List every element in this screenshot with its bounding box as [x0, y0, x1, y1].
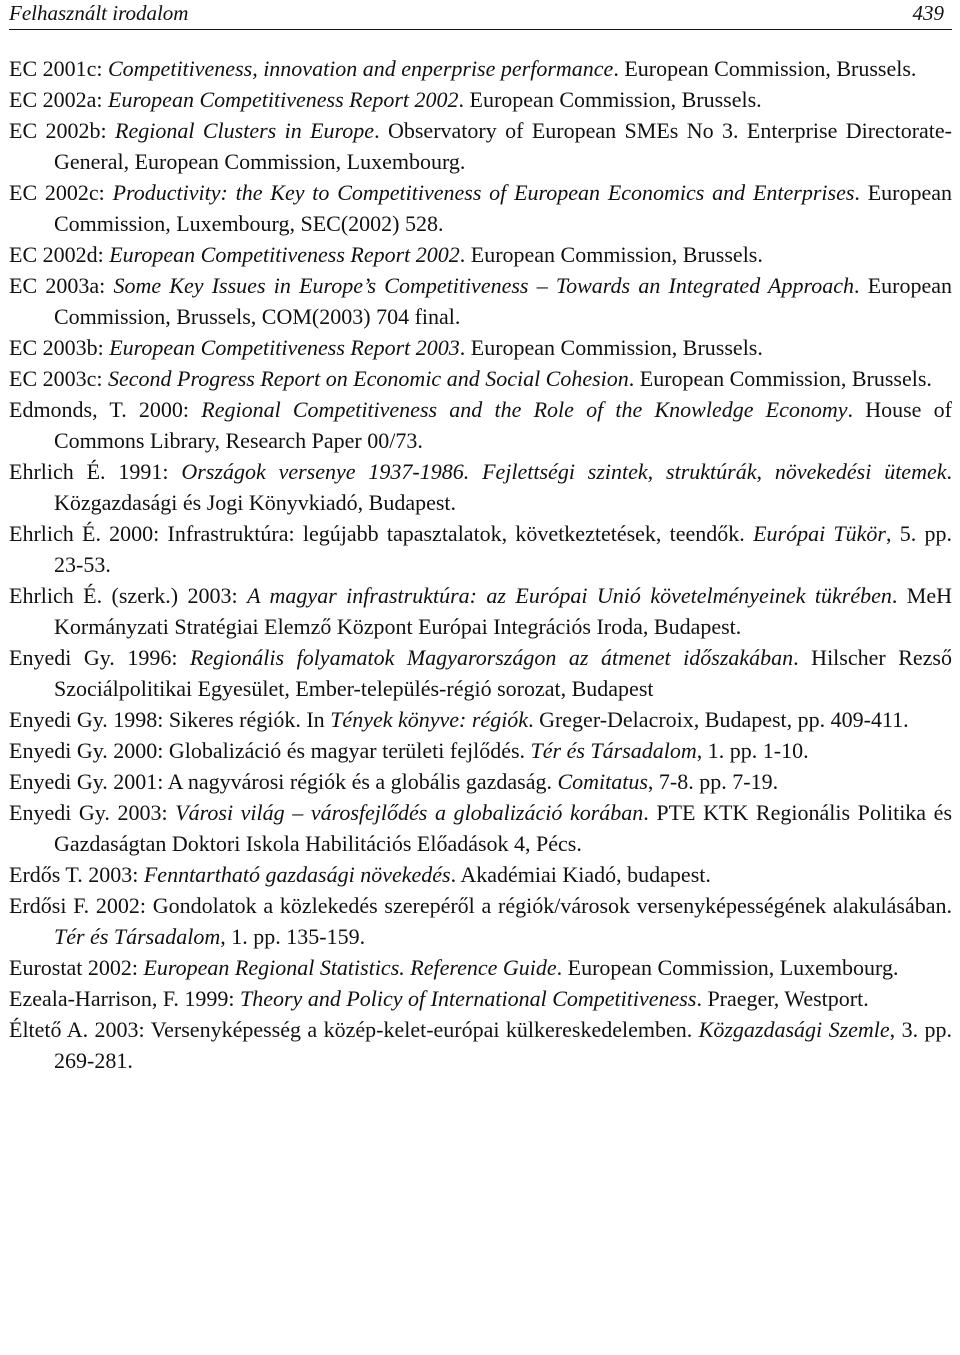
running-header — [9, 0, 952, 30]
reference-item: Eurostat 2002: European Regional Statistics. Reference Guide. European Commission, Luxembourg. — [9, 955, 899, 980]
reference-item: Enyedi Gy. 1998: Sikeres régiók. In Tények könyve: régiók. Greger-Delacroix, Budapest, pp. 409-411. — [9, 707, 909, 732]
reference-item: EC 2003a: Some Key Issues in Europe’s Competitiveness – Towards an Integrated Approach. European Commission, Brussels, COM(2003) 704 final. — [9, 273, 952, 329]
reference-item: Enyedi Gy. 2003: Városi világ – városfejlődés a globalizáció korában. PTE KTK Regionális Politika és Gazdaságtan Doktori Iskola Habilitációs Előadások 4, Pécs. — [9, 800, 953, 856]
reference-item: Enyedi Gy. 2000: Globalizáció és magyar területi fejlődés. Tér és Társadalom, 1. pp. 1-10. — [9, 738, 809, 763]
reference-item: EC 2002c: Productivity: the Key to Competitiveness of European Economics and Enterprises. European Commission, Luxembourg, SEC(2002) 528. — [9, 180, 952, 236]
section-title: Felhasznált irodalom — [9, 1, 189, 25]
reference-item: EC 2003c: Second Progress Report on Economic and Social Cohesion. European Commission, Brussels. — [9, 366, 932, 391]
reference-item: Ehrlich É. 1991: Országok versenye 1937-1986. Fejlettségi szintek, struktúrák, növekedési ütemek. Közgazdasági és Jogi Könyvkiadó, Budapest. — [9, 459, 952, 515]
reference-item: EC 2002a: European Competitiveness Report 2002. European Commission, Brussels. — [9, 87, 762, 112]
reference-list — [9, 53, 952, 1076]
reference-item: Éltető A. 2003: Versenyképesség a közép-kelet-európai külkereskedelemben. Közgazdasági Szemle, 3. pp. 269-281. — [9, 1017, 953, 1073]
reference-item: Edmonds, T. 2000: Regional Competitiveness and the Role of the Knowledge Economy. House of Commons Library, Research Paper 00/73. — [9, 397, 952, 453]
reference-item: Erdős T. 2003: Fenntartható gazdasági növekedés. Akadémiai Kiadó, budapest. — [9, 862, 711, 887]
reference-item: Erdősi F. 2002: Gondolatok a közlekedés szerepéről a régiók/városok versenyképességének alakulásában. Tér és Társadalom, 1. pp. 135-159. — [9, 893, 952, 949]
reference-item: EC 2003b: European Competitiveness Report 2003. European Commission, Brussels. — [9, 335, 763, 360]
reference-item: EC 2001c: Competitiveness, innovation and enperprise performance. European Commission, Brussels. — [9, 56, 917, 81]
reference-item: EC 2002d: European Competitiveness Report 2002. European Commission, Brussels. — [9, 242, 763, 267]
reference-item: Ehrlich É. 2000: Infrastruktúra: legújabb tapasztalatok, következtetések, teendők. Európai Tükör, 5. pp. 23-53. — [9, 521, 952, 577]
reference-item: Ezeala-Harrison, F. 1999: Theory and Policy of International Competitiveness. Praeger, Westport. — [9, 986, 869, 1011]
reference-item: Enyedi Gy. 2001: A nagyvárosi régiók és a globális gazdaság. Comitatus, 7-8. pp. 7-19. — [9, 769, 779, 794]
reference-item: Enyedi Gy. 1996: Regionális folyamatok Magyarországon az átmenet időszakában. Hilscher Rezső Szociálpolitikai Egyesület, Ember-település-régió sorozat, Budapest — [9, 645, 952, 701]
page-number: 439 — [912, 1, 944, 25]
reference-item: EC 2002b: Regional Clusters in Europe. Observatory of European SMEs No 3. Enterprise Directorate-General, European Commission, Luxembourg. — [9, 118, 952, 174]
reference-item: Ehrlich É. (szerk.) 2003: A magyar infrastruktúra: az Európai Unió követelményeinek tükrében. MeH Kormányzati Stratégiai Elemző Központ Európai Integrációs Iroda, Budapest. — [9, 583, 952, 639]
